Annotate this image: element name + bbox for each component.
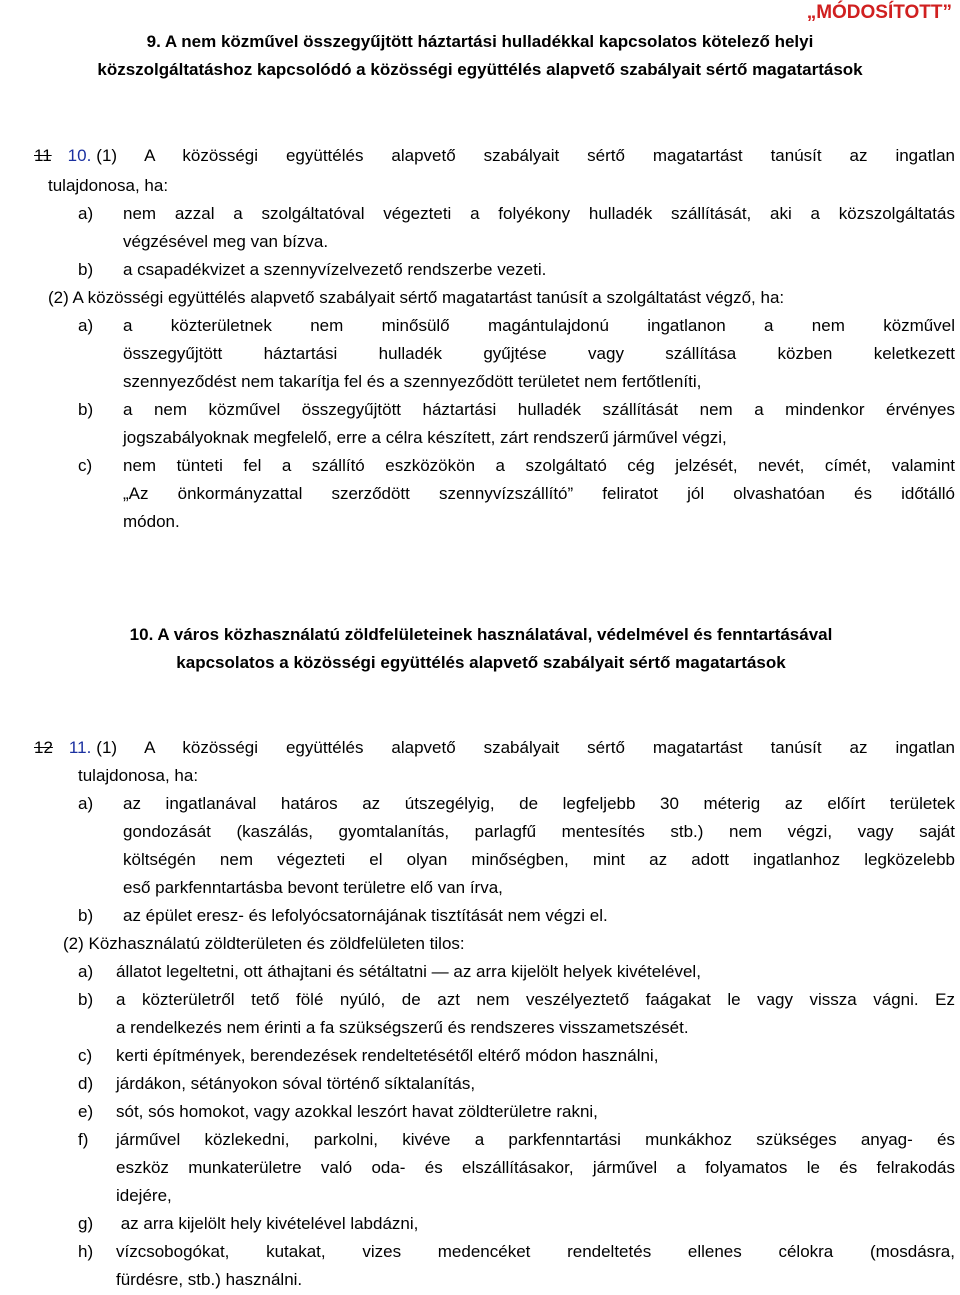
old-section-number: 11 — [34, 146, 52, 165]
list-item-label: h) — [78, 1242, 94, 1261]
section-11-intro — [34, 734, 955, 762]
list-item-text: szennyeződést nem takarítja fel és a szennyeződött területet nem fertőtleníti, — [123, 372, 702, 391]
chapter-9-title — [30, 28, 930, 84]
chapter-9-title-line: közszolgáltatáshoz kapcsolódó a közösségi együttélés alapvető szabályait sértő magatartások — [97, 60, 863, 79]
list-item-text: kerti építmények, berendezések rendeltetésétől eltérő módon használni, — [116, 1046, 659, 1065]
list-item — [78, 986, 955, 1042]
section-10-para1-intro: (1) A közösségi együttélés alapvető szabályait sértő magatartást tanúsít az ingatlan — [96, 146, 955, 165]
list-item-label: b) — [78, 906, 94, 925]
chapter-10-title-line: kapcsolatos a közösségi együttélés alapvető szabályait sértő magatartások — [176, 653, 786, 672]
old-section-number: 12 — [34, 738, 53, 757]
list-item-text: gondozását (kaszálás, gyomtalanítás, parlagfű mentesítés stb.) nem végzi, vagy saját — [123, 822, 955, 841]
section-11-para1-intro: (1) A közösségi együttélés alapvető szabályait sértő magatartást tanúsít az ingatlan — [96, 738, 955, 757]
list-item-label: a) — [78, 962, 94, 981]
list-item-label: e) — [78, 1102, 94, 1121]
list-item-text: a csapadékvizet a szennyvízelvezető rendszerbe vezeti. — [123, 260, 547, 279]
list-item-label: a) — [78, 204, 94, 223]
modified-stamp: „MÓDOSÍTOTT” — [806, 2, 952, 23]
list-item-text: állatot legeltetni, ott áthajtani és sétáltatni — az arra kijelölt helyek kivételével, — [116, 962, 701, 981]
section-11-para1-intro-cont: tulajdonosa, ha: — [78, 766, 199, 785]
list-item — [78, 1070, 955, 1098]
list-item-text: az arra kijelölt hely kivételével labdázni, — [116, 1214, 419, 1233]
list-item-text: költségén nem végezteti el olyan minőségben, mint az adott ingatlanhoz legközelebb — [123, 850, 955, 869]
list-item — [78, 256, 955, 284]
section-10-para2-intro: (2) A közösségi együttélés alapvető szabályait sértő magatartást tanúsít a szolgáltatást végző, ha: — [48, 288, 785, 307]
list-item — [78, 1238, 955, 1294]
list-item-text: „Az önkormányzattal szerződött szennyvízszállító” feliratot jól olvashatóan és időtálló — [123, 484, 955, 503]
list-item-text: a közterületről tető fölé nyúló, de azt nem veszélyeztető faágakat le vagy vissza vágni. Ez — [116, 990, 955, 1009]
list-item-label: d) — [78, 1074, 94, 1093]
list-item — [78, 958, 955, 986]
list-item-text: az épület eresz- és lefolyócsatornájának tisztítását nem végzi el. — [123, 906, 608, 925]
chapter-10-title — [36, 621, 926, 677]
list-item-text: jogszabályoknak megfelelő, erre a célra készített, zárt rendszerű járművel végzi, — [123, 428, 727, 447]
list-item — [78, 1126, 955, 1210]
section-10-intro — [34, 142, 955, 170]
list-item — [78, 1210, 955, 1238]
list-item-label: b) — [78, 400, 94, 419]
list-item-text: eső parkfenntartásba bevont területre elő van írva, — [123, 878, 503, 897]
list-item — [78, 312, 955, 396]
section-11-para2-intro: (2) Közhasználatú zöldterületen és zöldfelületen tilos: — [63, 934, 465, 953]
list-item-label: a) — [78, 316, 94, 335]
list-item-text: idejére, — [116, 1186, 172, 1205]
list-item-label: f) — [78, 1130, 89, 1149]
list-item-text: a közterületnek nem minősülő magántulajdonú ingatlanon a nem közművel — [123, 316, 955, 335]
list-item-text: vízcsobogókat, kutakat, vizes medencéket rendeltetés ellenes célokra (mosdásra, — [116, 1242, 955, 1261]
chapter-9-title-line: 9. A nem közművel összegyűjtött háztartási hulladékkal kapcsolatos kötelező helyi — [146, 32, 814, 51]
new-section-number: 11. — [68, 738, 92, 757]
new-section-number: 10. — [67, 146, 92, 165]
chapter-10-title-line: 10. A város közhasználatú zöldfelületeinek használatával, védelmével és fenntartásával — [129, 625, 833, 644]
list-item-text: összegyűjtött háztartási hulladék gyűjtése vagy szállítása közben keletkezett — [123, 344, 955, 363]
list-item-label: a) — [78, 794, 94, 813]
list-item-label: b) — [78, 260, 94, 279]
list-item-text: járművel közlekedni, parkolni, kivéve a parkfenntartási munkákhoz szükséges anyag- és — [116, 1130, 955, 1149]
list-item — [78, 790, 955, 902]
section-10-para1-intro-cont: tulajdonosa, ha: — [48, 176, 169, 195]
list-item — [78, 1042, 955, 1070]
list-item — [78, 396, 955, 452]
list-item-label: c) — [78, 1046, 93, 1065]
list-item-text: eszköz munkaterületre való oda- és elszállításakor, járművel a folyamatos le és felrakodás — [116, 1158, 955, 1177]
list-item — [78, 200, 955, 256]
list-item — [78, 452, 955, 536]
list-item-text: nem tünteti fel a szállító eszközökön a szolgáltató cég jelzését, nevét, címét, valamint — [123, 456, 955, 475]
list-item-text: sót, sós homokot, vagy azokkal leszórt havat zöldterületre rakni, — [116, 1102, 598, 1121]
list-item-label: g) — [78, 1214, 94, 1233]
list-item-text: nem azzal a szolgáltatóval végezteti a folyékony hulladék szállítását, aki a közszolgáltatás — [123, 204, 955, 223]
list-item-text: járdákon, sétányokon sóval történő síktalanítás, — [116, 1074, 476, 1093]
list-item-text: módon. — [123, 512, 180, 531]
list-item-label: c) — [78, 456, 93, 475]
list-item-text: az ingatlanával határos az útszegélyig, de legfeljebb 30 méterig az előírt területek — [123, 794, 955, 813]
list-item — [78, 902, 955, 930]
list-item-text: végzésével meg van bízva. — [123, 232, 329, 251]
list-item-text: fürdésre, stb.) használni. — [116, 1270, 303, 1289]
list-item-text: a nem közművel összegyűjtött háztartási hulladék szállítását nem a mindenkor érvényes — [123, 400, 955, 419]
list-item — [78, 1098, 955, 1126]
list-item-label: b) — [78, 990, 94, 1009]
list-item-text: a rendelkezés nem érinti a fa szükségszerű és rendszeres visszametszését. — [116, 1018, 689, 1037]
